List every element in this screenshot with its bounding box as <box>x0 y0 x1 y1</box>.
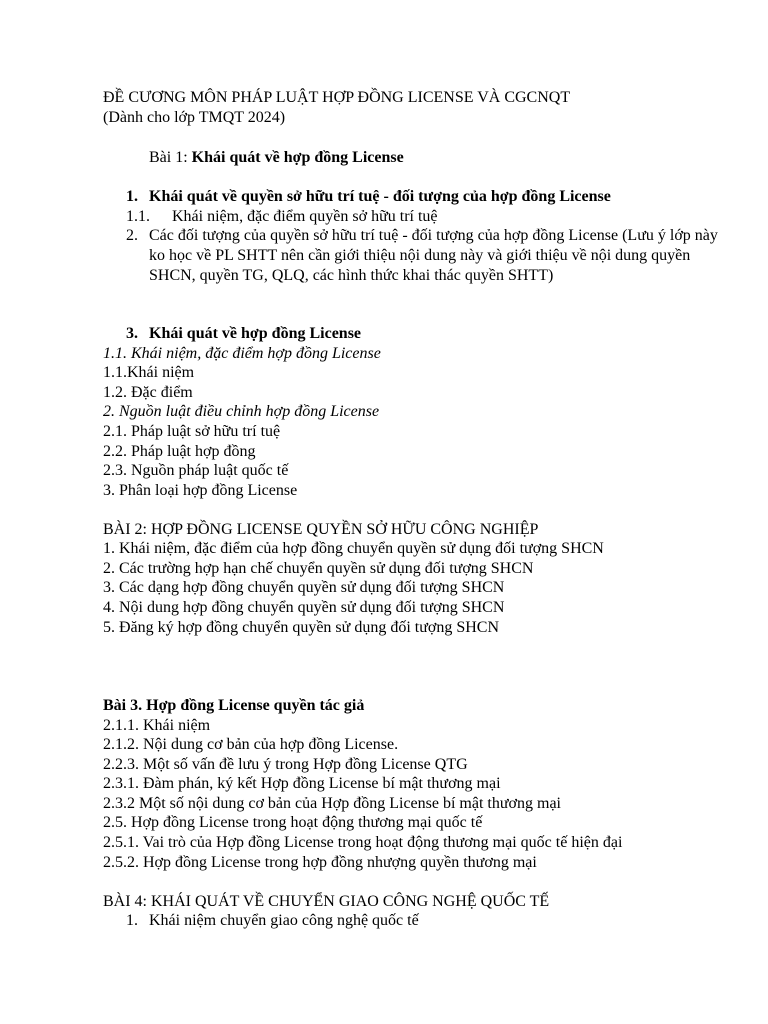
section-title: Khái quát về quyền sở hữu trí tuệ - đối tượng của hợp đồng License <box>149 188 611 205</box>
lesson1-title: Khái quát về hợp đồng License <box>191 149 404 166</box>
lesson2-item: 1. Khái niệm, đặc điểm của hợp đồng chuyển quyền sử dụng đối tượng SHCN <box>103 540 604 557</box>
section-number: 3. <box>126 325 138 342</box>
item-text: Khái niệm chuyển giao công nghệ quốc tế <box>149 912 419 929</box>
item-number: 1. <box>126 912 138 929</box>
lesson2-item: 2. Các trường hợp hạn chế chuyển quyền sử dụng đối tượng SHCN <box>103 560 534 577</box>
lesson1-section1 <box>126 187 611 207</box>
lesson1-heading <box>149 148 404 168</box>
lesson2-item: 4. Nội dung hợp đồng chuyển quyền sử dụng đối tượng SHCN <box>103 599 505 616</box>
lesson1-line: 1.2. Đặc điểm <box>103 384 193 401</box>
lesson4-item-1 <box>126 911 419 931</box>
lesson1-line: 2.3. Nguồn pháp luật quốc tế <box>103 462 289 479</box>
lesson2-item: 3. Các dạng hợp đồng chuyển quyền sử dụng đối tượng SHCN <box>103 579 505 596</box>
lesson1-item-2-text: Các đối tượng của quyền sở hữu trí tuệ - đối tượng của hợp đồng License (Lưu ý lớp này ko học về PL SHTT nên cần giới thiệu nội dung này và giới thiệu về nội dung quyền SHCN, quyền TG, QLQ, các hình thức khai thác quyền SHTT) <box>149 227 718 284</box>
lesson1-line: 2.1. Pháp luật sở hữu trí tuệ <box>103 423 281 440</box>
lesson1-line: 2. Nguồn luật điều chỉnh hợp đồng License <box>103 403 380 420</box>
section-number: 1. <box>126 188 138 205</box>
lesson2-item: 5. Đăng ký hợp đồng chuyển quyền sử dụng đối tượng SHCN <box>103 619 500 636</box>
item-number: 1.1. <box>126 208 150 225</box>
lesson3-item: 2.3.1. Đàm phán, ký kết Hợp đồng License bí mật thương mại <box>103 775 501 792</box>
lesson3-item: 2.1.1. Khái niệm <box>103 717 211 734</box>
lesson1-item-1-1 <box>126 207 438 227</box>
lesson1-section3 <box>126 324 361 344</box>
lesson2-heading: BÀI 2: HỢP ĐỒNG LICENSE QUYỀN SỞ HỮU CÔNG NGHIỆP <box>103 521 539 538</box>
lesson3-item: 2.1.2. Nội dung cơ bản của hợp đồng License. <box>103 736 399 753</box>
lesson3-item: 2.2.3. Một số vấn đề lưu ý trong Hợp đồng License QTG <box>103 756 468 773</box>
item-text: Khái niệm, đặc điểm quyền sở hữu trí tuệ <box>172 208 438 225</box>
lesson1-line: 1.1.Khái niệm <box>103 364 195 381</box>
section-title: Khái quát về hợp đồng License <box>149 325 362 342</box>
lesson1-line: 1.1. Khái niệm, đặc điểm hợp đồng License <box>103 345 381 362</box>
lesson3-item: 2.5.1. Vai trò của Hợp đồng License trong hoạt động thương mại quốc tế hiện đại <box>103 834 623 851</box>
lesson3-item: 2.3.2 Một số nội dung cơ bản của Hợp đồng License bí mật thương mại <box>103 795 561 812</box>
lesson3-item: 2.5.2. Hợp đồng License trong hợp đồng nhượng quyền thương mại <box>103 854 537 871</box>
document-title: ĐỀ CƯƠNG MÔN PHÁP LUẬT HỢP ĐỒNG LICENSE VÀ CGCNQT <box>103 89 571 106</box>
lesson4-heading: BÀI 4: KHÁI QUÁT VỀ CHUYỂN GIAO CÔNG NGHỆ QUỐC TẾ <box>103 893 550 910</box>
lesson1-line: 2.2. Pháp luật hợp đồng <box>103 443 256 460</box>
lesson1-item-2-number: 2. <box>126 227 138 244</box>
lesson3-item: 2.5. Hợp đồng License trong hoạt động thương mại quốc tế <box>103 814 483 831</box>
lesson1-line: 3. Phân loại hợp đồng License <box>103 482 298 499</box>
lesson1-prefix: Bài 1: <box>149 149 192 166</box>
lesson3-heading: Bài 3. Hợp đồng License quyền tác giả <box>103 697 365 714</box>
document-subtitle: (Dành cho lớp TMQT 2024) <box>103 109 286 126</box>
